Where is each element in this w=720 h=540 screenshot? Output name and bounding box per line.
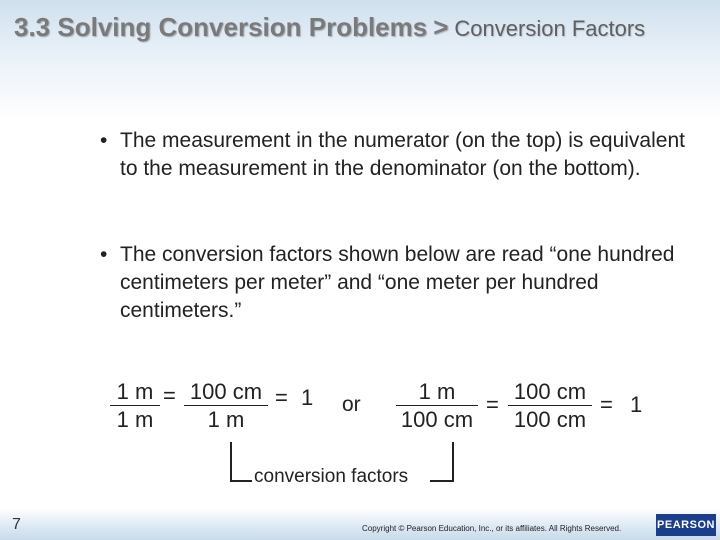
bullet-text: The conversion factors shown below are read “one hundred centimeters per meter” and “one meter per hundred centimeters.” [120, 243, 675, 322]
fraction-100cm-over-1m [184, 379, 268, 434]
bullet-text: The measurement in the numerator (on the top) is equivalent to the measurement in the denominator (on the bottom). [120, 129, 685, 180]
or-label: or [342, 393, 361, 416]
numerator: 100 cm [184, 379, 268, 406]
equals-sign: = [275, 385, 288, 410]
equals-sign: = [163, 383, 176, 408]
conversion-factors-label: conversion factors [254, 466, 409, 487]
equals-sign: = [600, 392, 613, 417]
title-separator: > [433, 12, 449, 42]
denominator: 100 cm [513, 407, 587, 432]
bullet-item [100, 241, 700, 325]
numerator: 100 cm [508, 379, 592, 406]
section-title: 3.3 Solving Conversion Problems [14, 12, 428, 42]
pearson-logo: PEARSON [656, 514, 716, 536]
equals-sign: = [486, 392, 499, 417]
bullet-dot: • [100, 129, 108, 152]
fraction-100cm-over-100cm [508, 379, 592, 434]
denominator: 1 m [116, 407, 154, 432]
bullet-dot: • [100, 243, 108, 266]
fraction-1m-over-1m [110, 379, 160, 434]
page-number: 7 [12, 516, 21, 533]
denominator: 1 m [207, 407, 245, 432]
result-one: 1 [301, 385, 314, 410]
denominator: 100 cm [400, 407, 474, 432]
numerator: 1 m [396, 379, 478, 406]
slide-subtitle: Conversion Factors [454, 16, 646, 41]
bullet-item [100, 127, 700, 183]
result-one: 1 [630, 392, 643, 417]
fraction-1m-over-100cm [396, 379, 478, 434]
right-bracket-connector [430, 442, 454, 482]
numerator: 1 m [110, 379, 160, 406]
slide-title [14, 12, 645, 43]
copyright-text: Copyright © Pearson Education, Inc., or its affiliates. All Rights Reserved. [362, 524, 622, 533]
